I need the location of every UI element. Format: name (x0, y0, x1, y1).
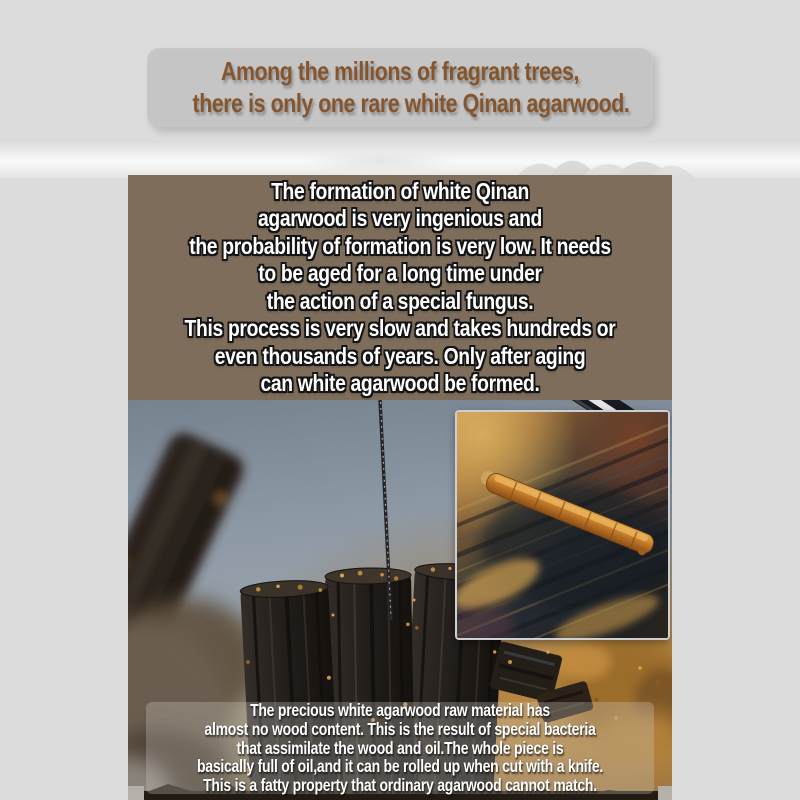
formation-line: The formation of white Qinan (271, 177, 529, 204)
formation-line: can white agarwood be formed. (260, 370, 540, 396)
formation-line: to be aged for a long time under (258, 260, 542, 286)
formation-line: This process is very slow and takes hundreds or (184, 315, 616, 341)
banner-line: there is only one rare white Qinan agarwood. (192, 88, 630, 118)
headline-banner (147, 47, 653, 127)
inset-scene (457, 412, 668, 638)
formation-line: agarwood is very ingenious and (257, 205, 543, 231)
caption-line: This is a fatty property that ordinary agarwood cannot match. (203, 775, 597, 796)
mountain-shapes (510, 141, 700, 178)
inset-photo (455, 410, 670, 640)
formation-line: even thousands of years. Only after aging (214, 342, 586, 369)
formation-panel (128, 175, 672, 400)
caption-line: basically full of oil,and it can be rolled up when cut with a knife. (196, 756, 604, 777)
caption-line: The precious white agarwood raw material has (250, 700, 550, 721)
formation-line: the probability of formation is very low. It needs (189, 232, 611, 259)
product-photo (128, 400, 672, 800)
caption-line: almost no wood content. This is the result of special bacteria (204, 718, 596, 739)
formation-line: the action of a special fungus. (266, 287, 534, 314)
banner-line: Among the millions of fragrant trees, (221, 56, 579, 86)
caption-overlay (146, 702, 654, 794)
caption-line: that assimilate the wood and oil.The whole piece is (236, 737, 564, 758)
smoke-wisp (300, 148, 460, 174)
